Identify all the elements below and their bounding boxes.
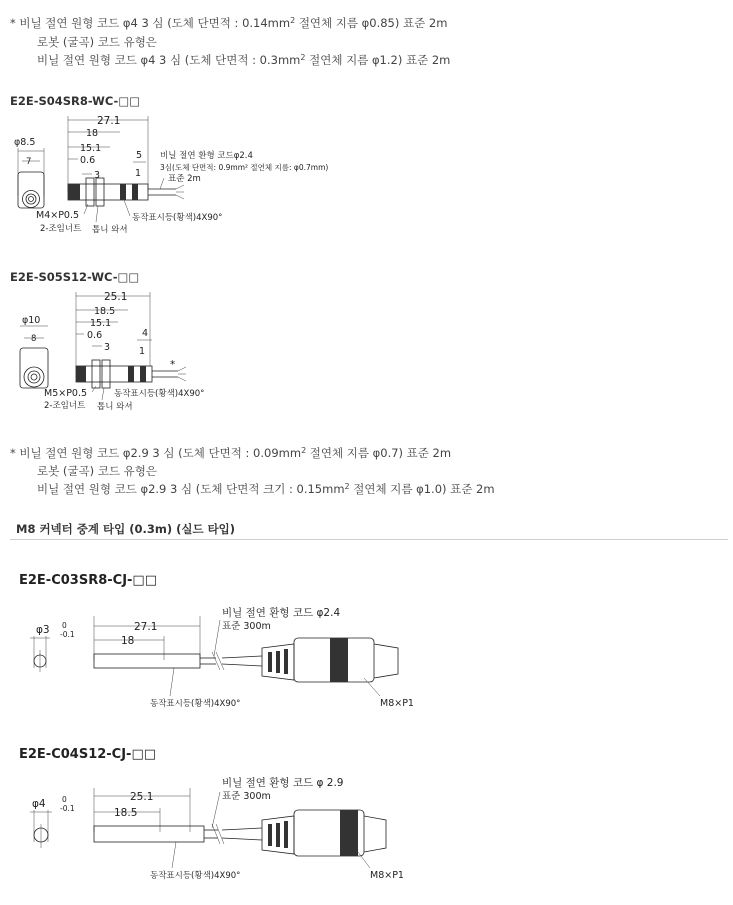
model2-led-label: 동작표시등(황색)4X90° (114, 389, 205, 399)
model2-dim-06: 0.6 (87, 330, 103, 341)
note-mid-line3-sup: 2 (344, 482, 350, 491)
model1-led-label: 동작표시등(황색)4X90° (132, 213, 223, 223)
model1-dim-7: 7 (26, 157, 32, 167)
model3-tol-dn: -0.1 (60, 630, 75, 639)
model2-star: * (170, 359, 176, 371)
model2-nut-right (102, 360, 110, 388)
note-mid-line2: 로봇 (굴곡) 코드 유형은 (37, 464, 157, 478)
section-divider (10, 539, 728, 540)
model2-nut-label: 2-조임너트 (44, 401, 86, 411)
model4-dim-185: 18.5 (114, 807, 138, 819)
model2-front-body (20, 348, 48, 388)
note-mid-line1-post: 절연체 지름 φ0.7) 표준 2m (306, 446, 452, 460)
model1-dim-5: 5 (136, 150, 143, 161)
model4-title: E2E-C04S12-CJ-□□ (19, 747, 157, 762)
model2-dim-1: 1 (139, 346, 146, 357)
note-top-line1-sup: 2 (290, 16, 296, 25)
model3-connector-knurl (330, 638, 348, 682)
model3-dim-dia: φ3 (36, 624, 50, 636)
model2-title: E2E-S05S12-WC-□□ (10, 270, 140, 284)
note-top-line1 (10, 16, 447, 30)
note-mid-line1-sup: 2 (301, 446, 307, 455)
model2-drawing (0, 286, 380, 414)
model1-cable2: 3심(도체 단면적: 0.9mm² 절연체 지름: φ0.7mm) (160, 163, 329, 172)
model2-dim-185: 18.5 (94, 306, 116, 317)
model4-tol-up: 0 (62, 795, 67, 804)
note-top-line1-text: * 비닐 절연 원형 코드 φ4 3 심 (도체 단면적 : 0.14mm (10, 16, 291, 30)
model2-dim-3: 3 (104, 342, 111, 353)
model4-connector-label: M8×P1 (370, 870, 404, 881)
model3-body (94, 654, 200, 668)
model3-drawing (0, 598, 460, 718)
note-top-line3-sup: 2 (300, 53, 306, 62)
model1-cable3: 표준 2m (168, 174, 201, 184)
model4-dim-dia: φ4 (32, 798, 46, 810)
model4-tol-dn: -0.1 (60, 804, 75, 813)
model2-dim-dia: φ10 (22, 315, 41, 326)
note-mid-line1 (10, 446, 451, 460)
model1-dim-1: 1 (135, 168, 142, 179)
model4-body (94, 826, 204, 842)
note-top-line3-post: 절연체 지름 φ1.2) 표준 2m (305, 53, 451, 67)
note-top-line3-text: 비닐 절연 원형 코드 φ4 3 심 (도체 단면적 : 0.3mm (37, 53, 301, 67)
model3-dim-18: 18 (121, 635, 135, 647)
model1-nut-left (86, 178, 94, 206)
model3-title: E2E-C03SR8-CJ-□□ (19, 573, 157, 588)
model1-dim-total: 27.1 (97, 115, 121, 127)
model2-front-nut (24, 367, 44, 387)
model4-cable2: 표준 300m (222, 791, 271, 802)
model4-connector-knurl (340, 810, 358, 856)
model1-drawing (0, 112, 380, 237)
model4-cable1: 비닐 절연 환형 코드 φ 2.9 (222, 777, 344, 789)
note-mid-line3 (37, 482, 495, 496)
model1-dim-15: 15.1 (80, 143, 102, 154)
model1-front-body (18, 172, 44, 208)
model1-cable1: 비닐 절연 환형 코드φ2.4 (160, 151, 253, 161)
model1-dim-18: 18 (86, 128, 99, 139)
model2-washer-label: 톱니 와셔 (97, 402, 133, 412)
model2-nut-left (92, 360, 100, 388)
model1-dim-06: 0.6 (80, 155, 96, 166)
model1-title: E2E-S04SR8-WC-□□ (10, 94, 141, 108)
model3-dim-total: 27.1 (134, 621, 158, 633)
model1-front-nut (23, 191, 40, 208)
model3-tol-up: 0 (62, 621, 67, 630)
model3-cable2: 표준 300m (222, 621, 271, 632)
model4-dim-total: 25.1 (130, 791, 154, 803)
note-top-line2: 로봇 (굴곡) 코드 유형은 (37, 35, 157, 49)
model3-cable1: 비닐 절연 환형 코드 φ2.4 (222, 607, 341, 619)
model1-nut-label: 2-조임너트 (40, 224, 82, 234)
model2-dim-total: 25.1 (104, 291, 128, 303)
model1-dim-3: 3 (94, 170, 101, 181)
model2-dim-15: 15.1 (90, 318, 112, 329)
note-top-line3 (37, 53, 450, 67)
model1-washer-label: 톱니 와셔 (92, 225, 128, 235)
model1-dim-dia: φ8.5 (14, 137, 36, 148)
model4-drawing (0, 772, 460, 892)
model3-led-label: 동작표시등(황색)4X90° (150, 699, 241, 709)
model2-dim-4: 4 (142, 328, 149, 339)
note-mid-line3-text: 비닐 절연 원형 코드 φ2.9 3 심 (도체 단면적 크기 : 0.15mm (37, 482, 345, 496)
note-mid-line3-post: 절연체 지름 φ1.0) 표준 2m (349, 482, 495, 496)
note-top-line1-post: 절연체 지름 φ0.85) 표준 2m (295, 16, 448, 30)
note-mid-line1-text: * 비닐 절연 원형 코드 φ2.9 3 심 (도체 단면적 : 0.09mm (10, 446, 302, 460)
model2-dim-8: 8 (31, 334, 37, 344)
model1-nut-right (96, 178, 104, 206)
model1-thread: M4×P0.5 (36, 210, 80, 221)
model2-thread: M5×P0.5 (44, 388, 88, 399)
model3-connector-label: M8×P1 (380, 698, 414, 709)
section-title: M8 커넥터 중계 타입 (0.3m) (실드 타입) (16, 522, 236, 536)
model4-led-label: 동작표시등(황색)4X90° (150, 871, 241, 881)
